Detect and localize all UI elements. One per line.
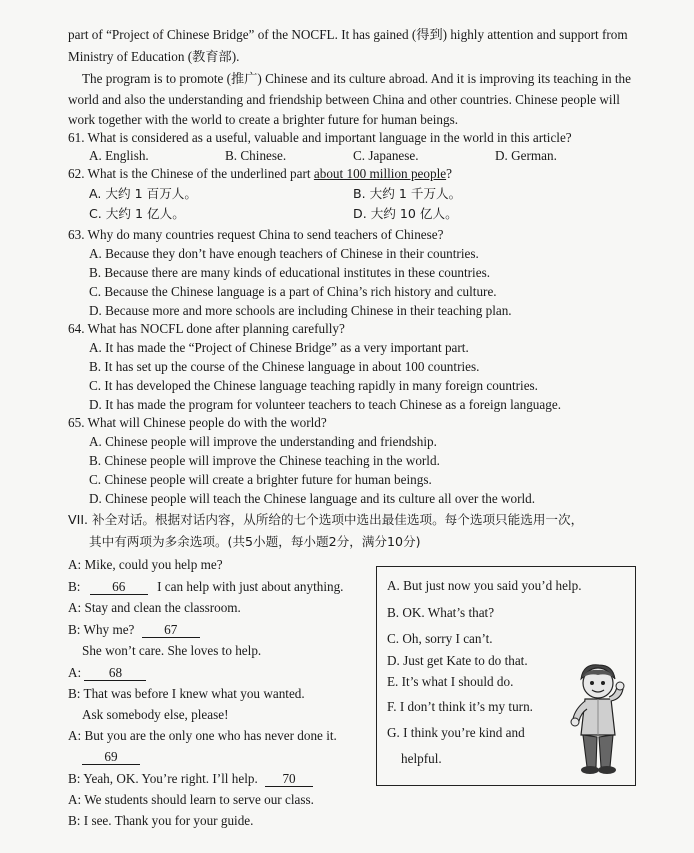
choice-d: D. Just get Kate to do that. xyxy=(387,653,528,668)
question-62-stem-end: ? xyxy=(446,166,452,181)
question-65-option-b: B. Chinese people will improve the Chinese teaching in the world. xyxy=(89,453,440,468)
dialogue-speaker: A: xyxy=(68,665,82,680)
passage-line: world and also the understanding and friendship between China and other countries. Chinese people will xyxy=(68,92,620,107)
question-63-option-b: B. Because there are many kinds of educational institutes in these countries. xyxy=(89,265,491,280)
question-61-option-a: A. English. xyxy=(89,148,149,163)
dialogue-speaker: B: xyxy=(68,579,81,594)
choice-a: A. But just now you said you’d help. xyxy=(387,578,582,593)
dialogue-line: A: But you are the only one who has never done it. xyxy=(68,728,337,743)
passage-line: Ministry of Education (教育部). xyxy=(68,49,240,64)
question-64-option-b: B. It has set up the course of the Chinese language in about 100 countries. xyxy=(89,359,480,374)
question-61-option-d: D. German. xyxy=(495,148,557,163)
answer-blank-69[interactable]: 69 xyxy=(82,750,140,765)
dialogue-line: She won’t care. She loves to help. xyxy=(82,643,262,658)
question-62-option-d: D. 大约 10 亿人。 xyxy=(353,206,458,221)
boy-illustration xyxy=(565,659,629,779)
question-65-stem: 65. What will Chinese people do with the world? xyxy=(68,415,327,430)
question-63-stem: 63. Why do many countries request China to send teachers of Chinese? xyxy=(68,227,444,242)
answer-blank-70[interactable]: 70 xyxy=(265,772,313,787)
dialogue-line: B: I see. Thank you for your guide. xyxy=(68,813,254,828)
choice-b: B. OK. What’s that? xyxy=(387,605,495,620)
dialogue-line xyxy=(68,621,200,638)
dialogue-text: B: Why me? xyxy=(68,622,135,637)
question-61-stem: 61. What is considered as a useful, valuable and important language in the world in this article? xyxy=(68,130,572,145)
choice-c: C. Oh, sorry I can’t. xyxy=(387,631,493,646)
question-62-stem xyxy=(68,165,452,182)
dialogue-line xyxy=(68,770,313,787)
question-61-option-b: B. Chinese. xyxy=(225,148,287,163)
question-64-stem: 64. What has NOCFL done after planning carefully? xyxy=(68,321,345,336)
dialogue-line: Ask somebody else, please! xyxy=(82,707,229,722)
dialogue-line: A: Mike, could you help me? xyxy=(68,557,223,572)
choice-g-continued: helpful. xyxy=(401,751,442,766)
dialogue-line: A: We students should learn to serve our class. xyxy=(68,792,314,807)
question-62-option-b: B. 大约 1 千万人。 xyxy=(353,186,462,201)
question-62-underlined-part: about 100 million people xyxy=(313,166,447,181)
dialogue-line: A: Stay and clean the classroom. xyxy=(68,600,241,615)
dialogue-text: B: Yeah, OK. You’re right. I’ll help. xyxy=(68,771,258,786)
question-65-option-a: A. Chinese people will improve the understanding and friendship. xyxy=(89,434,437,449)
question-63-option-d: D. Because more and more schools are including Chinese in their teaching plan. xyxy=(89,303,512,318)
dialogue-line: B: That was before I knew what you wanted. xyxy=(68,686,305,701)
question-62-option-a: A. 大约 1 百万人。 xyxy=(89,186,197,201)
question-63-option-a: A. Because they don’t have enough teachers of Chinese in their countries. xyxy=(89,246,479,261)
dialogue-line xyxy=(68,664,146,681)
question-62-option-c: C. 大约 1 亿人。 xyxy=(89,206,185,221)
question-65-option-c: C. Chinese people will create a brighter future for human beings. xyxy=(89,472,432,487)
question-61-option-c: C. Japanese. xyxy=(353,148,419,163)
answer-options-box xyxy=(376,566,636,786)
dialogue-line xyxy=(68,578,343,595)
passage-line: work together with the world to create a brighter future for human beings. xyxy=(68,112,459,127)
question-64-option-d: D. It has made the program for volunteer teachers to teach Chinese as a foreign language. xyxy=(89,397,562,412)
question-65-option-d: D. Chinese people will teach the Chinese language and its culture all over the world. xyxy=(89,491,536,506)
dialogue-text: I can help with just about anything. xyxy=(157,579,344,594)
passage-line: part of “Project of Chinese Bridge” of the NOCFL. It has gained (得到) highly attention and support from xyxy=(68,27,628,42)
passage-line: The program is to promote (推广) Chinese and its culture abroad. And it is improving its teaching in the xyxy=(82,71,632,86)
choice-e: E. It’s what I should do. xyxy=(387,674,514,689)
question-64-option-c: C. It has developed the Chinese language teaching rapidly in many foreign countries. xyxy=(89,378,538,393)
answer-blank-66[interactable]: 66 xyxy=(90,580,148,595)
answer-blank-68[interactable]: 68 xyxy=(84,666,146,681)
question-63-option-c: C. Because the Chinese language is a part of China’s rich history and culture. xyxy=(89,284,497,299)
question-62-stem-text: 62. What is the Chinese of the underlined part xyxy=(68,166,314,181)
choice-f: F. I don’t think it’s my turn. xyxy=(387,699,533,714)
answer-blank-67[interactable]: 67 xyxy=(142,623,200,638)
dialogue-line xyxy=(82,748,140,765)
section-7-heading: VII. 补全对话。根据对话内容，从所给的七个选项中选出最佳选项。每个选项只能选用一次， xyxy=(68,512,584,527)
question-64-option-a: A. It has made the “Project of Chinese Bridge” as a very important part. xyxy=(89,340,469,355)
section-7-subheading: 其中有两项为多余选项。(共5小题，每小题2分，满分10分) xyxy=(89,534,421,549)
choice-g: G. I think you’re kind and xyxy=(387,725,525,740)
